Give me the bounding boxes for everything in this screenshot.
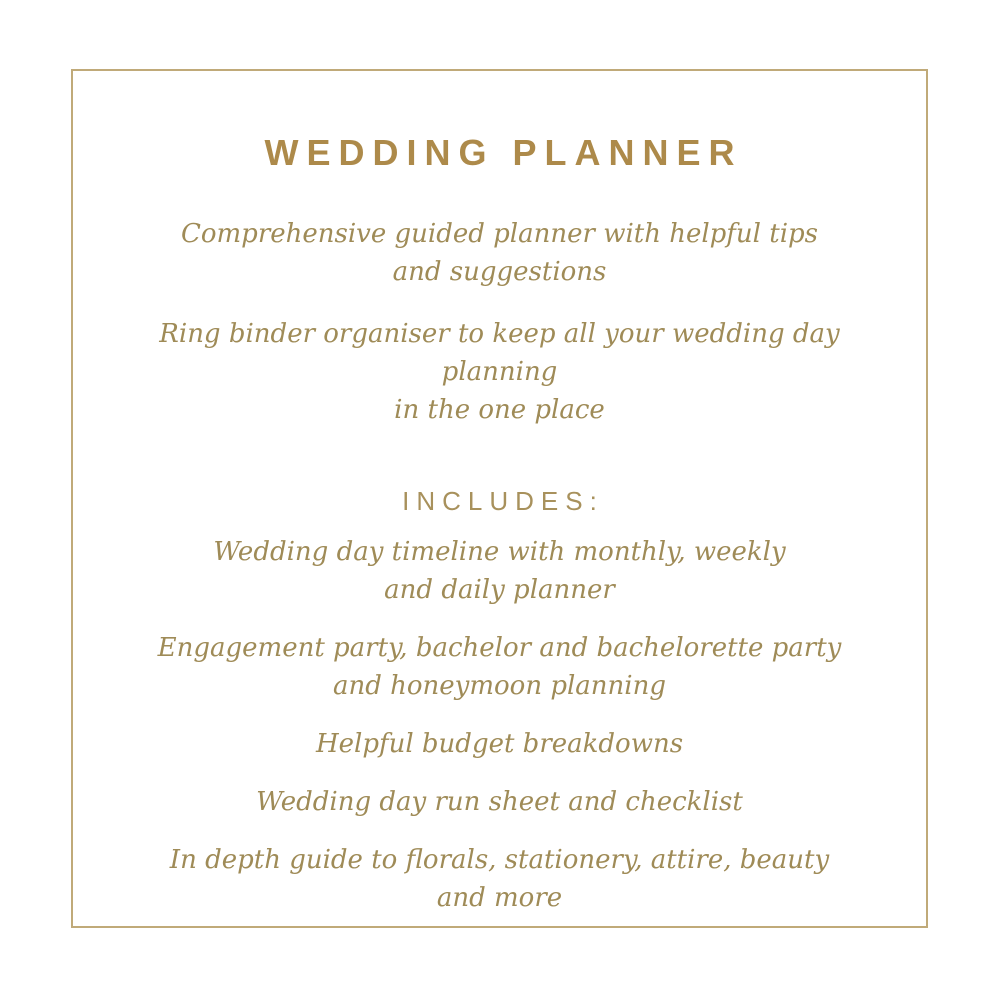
list-item: Helpful budget breakdowns [315,729,684,760]
card-content [73,71,926,917]
page-title: WEDDING PLANNER [264,132,743,173]
includes-list [73,533,926,917]
list-item: Wedding day run sheet and checklist [256,787,743,818]
includes-heading: INCLUDES: [402,485,604,516]
intro-paragraph: Ring binder organiser to keep all your wedding day planning in the one place [159,318,840,425]
intro-paragraph: Comprehensive guided planner with helpful tips and suggestions [180,218,819,287]
list-item: Engagement party, bachelor and bachelorette party and honeymoon planning [157,633,842,702]
list-item: Wedding day timeline with monthly, weekly and daily planner [213,537,786,606]
gold-border-frame [71,69,928,928]
list-item: In depth guide to florals, stationery, attire, beauty and more [169,845,830,914]
